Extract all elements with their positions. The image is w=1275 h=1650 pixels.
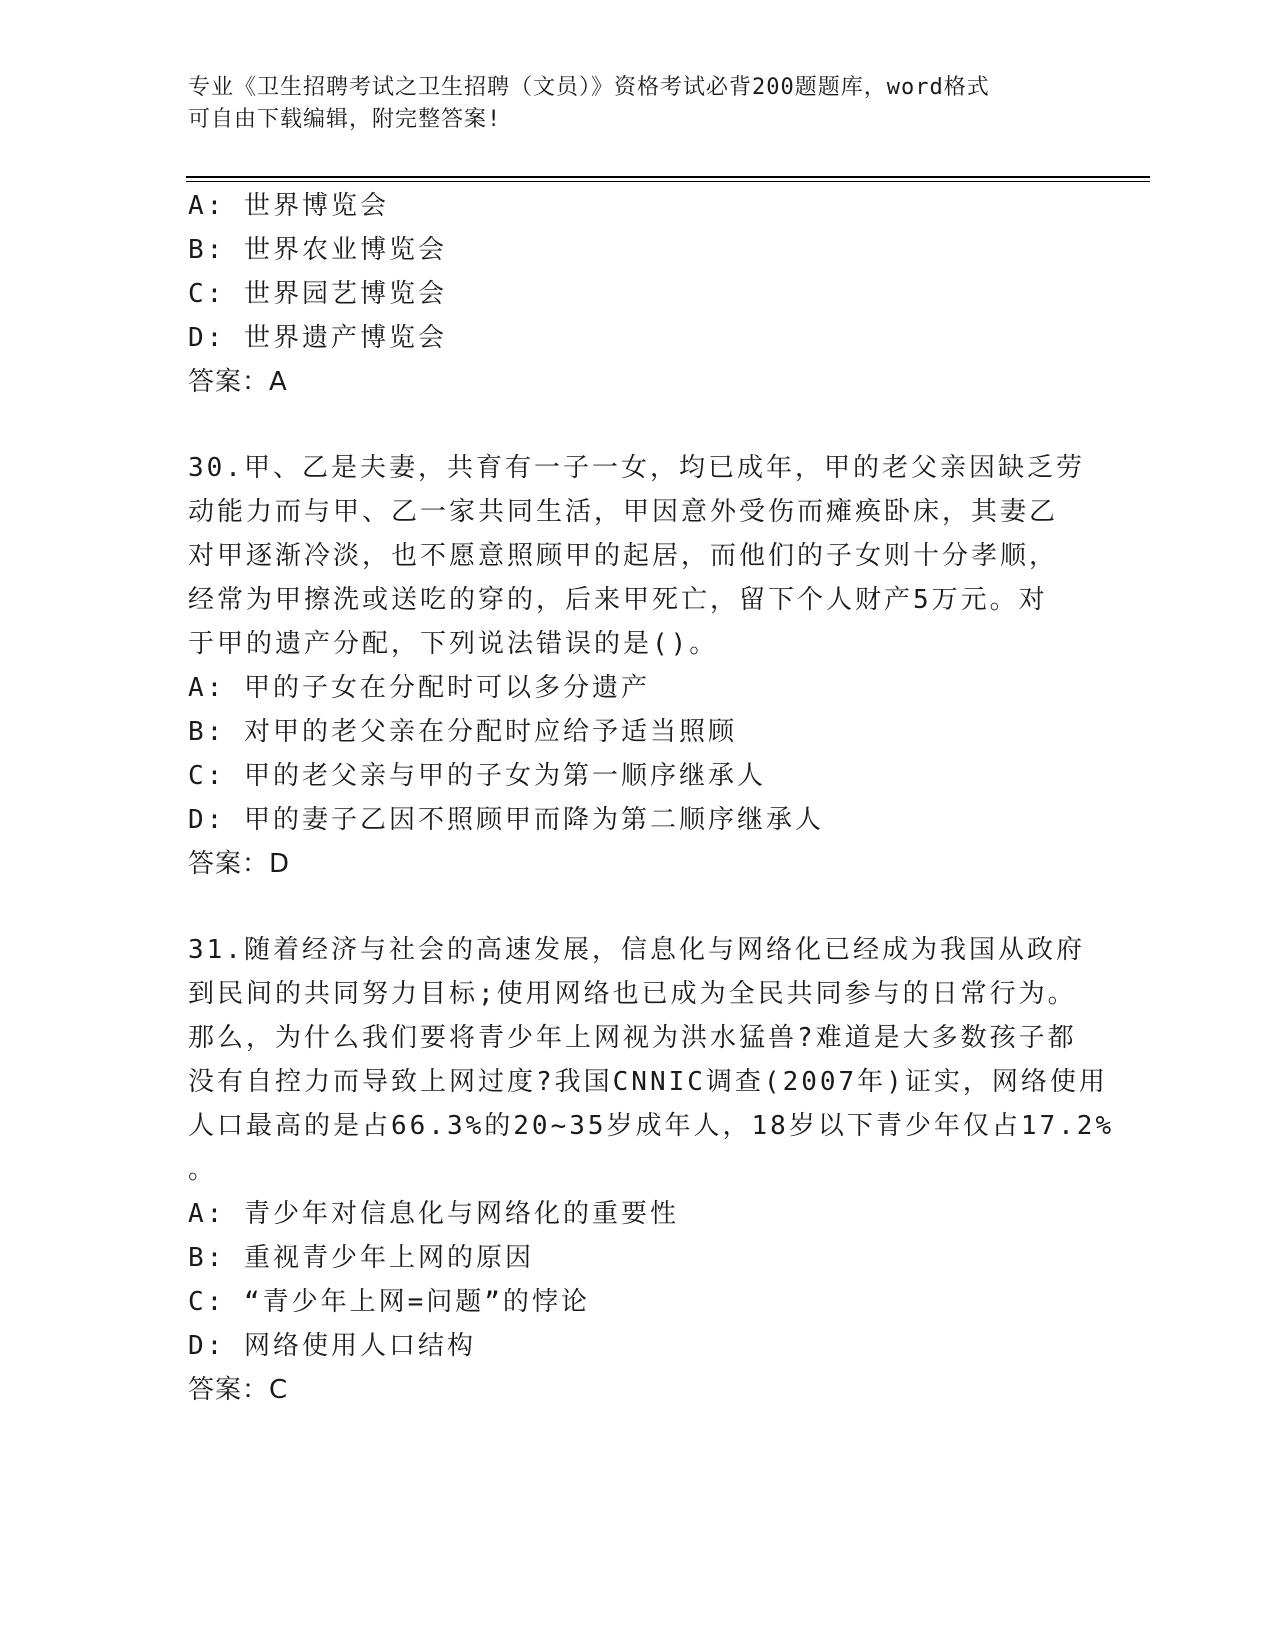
- q31-stem-line-6: 。: [188, 1155, 218, 1185]
- q30-option-c: C: 甲的老父亲与甲的子女为第一顺序继承人: [188, 761, 766, 791]
- q31-option-a: A: 青少年对信息化与网络化的重要性: [188, 1199, 679, 1229]
- q29-answer: 答案：A: [188, 367, 288, 397]
- q31-option-c: C: “青少年上网=问题”的悖论: [188, 1287, 590, 1317]
- q31-stem-line-1: 31.随着经济与社会的高速发展，信息化与网络化已经成为我国从政府: [188, 935, 1085, 965]
- q30-stem-line-3: 对甲逐渐冷淡，也不愿意照顾甲的起居，而他们的子女则十分孝顺，: [188, 541, 1059, 571]
- header-divider-thin: [186, 181, 1150, 182]
- q30-answer: 答案：D: [188, 849, 291, 879]
- q30-stem-line-5: 于甲的遗产分配，下列说法错误的是()。: [188, 629, 719, 659]
- q31-stem-line-3: 那么，为什么我们要将青少年上网视为洪水猛兽?难道是大多数孩子都: [188, 1023, 1077, 1053]
- q30-option-a: A: 甲的子女在分配时可以多分遗产: [188, 673, 650, 703]
- q30-stem-line-4: 经常为甲擦洗或送吃的穿的，后来甲死亡，留下个人财产5万元。对: [188, 585, 1048, 615]
- header-line-2: 可自由下载编辑，附完整答案!: [188, 107, 502, 132]
- q30-option-b: B: 对甲的老父亲在分配时应给予适当照顾: [188, 717, 737, 747]
- q31-option-b: B: 重视青少年上网的原因: [188, 1243, 534, 1273]
- q31-option-d: D: 网络使用人口结构: [188, 1331, 476, 1361]
- header-line-1: 专业《卫生招聘考试之卫生招聘（文员）》资格考试必背200题题库，word格式: [188, 75, 990, 100]
- q29-option-b: B: 世界农业博览会: [188, 235, 447, 265]
- q31-stem-line-2: 到民间的共同努力目标;使用网络也已成为全民共同参与的日常行为。: [188, 979, 1077, 1009]
- q30-option-d: D: 甲的妻子乙因不照顾甲而降为第二顺序继承人: [188, 805, 824, 835]
- q31-stem-line-5: 人口最高的是占66.3%的20~35岁成年人，18岁以下青少年仅占17.2%: [188, 1111, 1115, 1141]
- header-divider-thick: [186, 176, 1150, 178]
- q29-option-d: D: 世界遗产博览会: [188, 323, 447, 353]
- q30-stem-line-2: 动能力而与甲、乙一家共同生活，甲因意外受伤而瘫痪卧床，其妻乙: [188, 497, 1059, 527]
- q30-stem-line-1: 30.甲、乙是夫妻，共育有一子一女，均已成年，甲的老父亲因缺乏劳: [188, 453, 1085, 483]
- q29-option-a: A: 世界博览会: [188, 191, 389, 221]
- document-header: [188, 72, 1088, 136]
- q29-option-c: C: 世界园艺博览会: [188, 279, 447, 309]
- q31-answer: 答案：C: [188, 1375, 289, 1405]
- q31-stem-line-4: 没有自控力而导致上网过度?我国CNNIC调查(2007年)证实，网络使用: [188, 1067, 1108, 1097]
